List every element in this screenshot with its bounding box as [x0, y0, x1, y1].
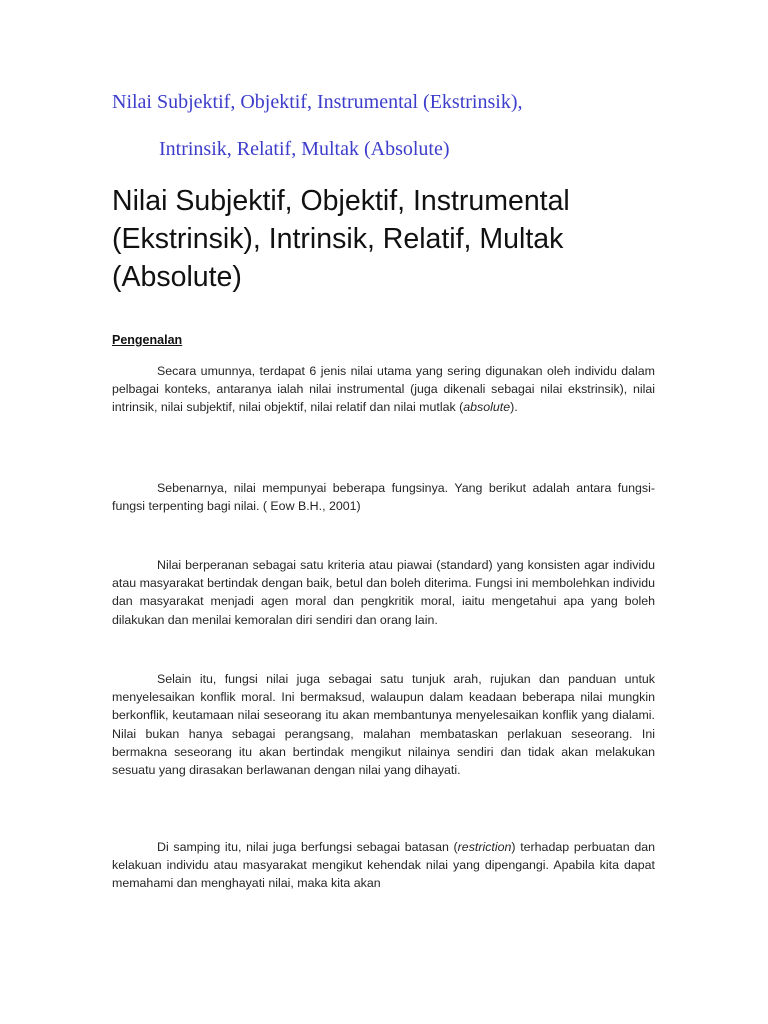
paragraph-guidance-text: Selain itu, fungsi nilai juga sebagai satu tunjuk arah, rujukan dan panduan untuk menyelesaikan konflik moral. Ini bermaksud, walaupun dalam keadaan beberapa nilai mungkin berkonflik, keutamaan nilai seseorang itu akan membantunya menyelesaikan konflik yang dialami. Nilai bukan hanya sebagai perangsang, malahan membataskan perlakuan seseorang. Ini bermakna seseorang itu akan bertindak mengikut nilainya sendiri dan tidak akan melakukan sesuatu yang dirasakan berlawanan dengan nilai yang dihayati.: [112, 672, 655, 778]
paragraph-criteria-text: Nilai berperanan sebagai satu kriteria atau piawai (standard) yang konsisten agar individu atau masyarakat bertindak dengan baik, betul dan boleh diterima. Fungsi ini membolehkan individu dan masyarakat menjadi agen moral dan pengkritik moral, iaitu mengetahui apa yang boleh dilakukan dan menilai kemoralan diri sendiri dan orang lain.: [112, 558, 655, 627]
link-title-line-1[interactable]: Nilai Subjektif, Objektif, Instrumental (Ekstrinsik),: [112, 91, 523, 113]
paragraph-intro-italic: absolute: [463, 400, 511, 415]
paragraph-functions: [112, 479, 655, 515]
paragraph-restriction-italic: restriction: [457, 840, 512, 854]
paragraph-intro-end: ).: [510, 400, 518, 415]
paragraph-intro-text: Secara umunnya, terdapat 6 jenis nilai utama yang sering digunakan oleh individu dalam pelbagai konteks, antaranya ialah nilai instrumental (juga dikenali sebagai nilai ekstrinsik), nilai intrinsik, nilai subjektif, nilai objektif, nilai relatif dan nilai mutlak (: [112, 364, 655, 415]
paragraph-restriction: [112, 838, 655, 893]
page-title: Nilai Subjektif, Objektif, Instrumental (Ekstrinsik), Intrinsik, Relatif, Multak (Absolute): [112, 185, 570, 293]
paragraph-guidance: [112, 670, 655, 779]
link-title-line-2[interactable]: Intrinsik, Relatif, Multak (Absolute): [159, 138, 450, 160]
paragraph-functions-text: Sebenarnya, nilai mempunyai beberapa fungsinya. Yang berikut adalah antara fungsi-fungsi terpenting bagi nilai. ( Eow B.H., 2001): [112, 481, 655, 514]
paragraph-restriction-end: ) terhadap perbuatan dan kelakuan individu atau masyarakat mengikut kehendak nilai yang dipengangi. Apabila kita dapat memahami dan menghayati nilai, maka kita akan: [112, 840, 655, 891]
paragraph-restriction-start: Di samping itu, nilai juga berfungsi sebagai batasan (: [157, 840, 458, 854]
paragraph-intro: [112, 362, 655, 417]
paragraph-criteria: [112, 556, 655, 629]
section-heading: Pengenalan: [112, 333, 183, 347]
